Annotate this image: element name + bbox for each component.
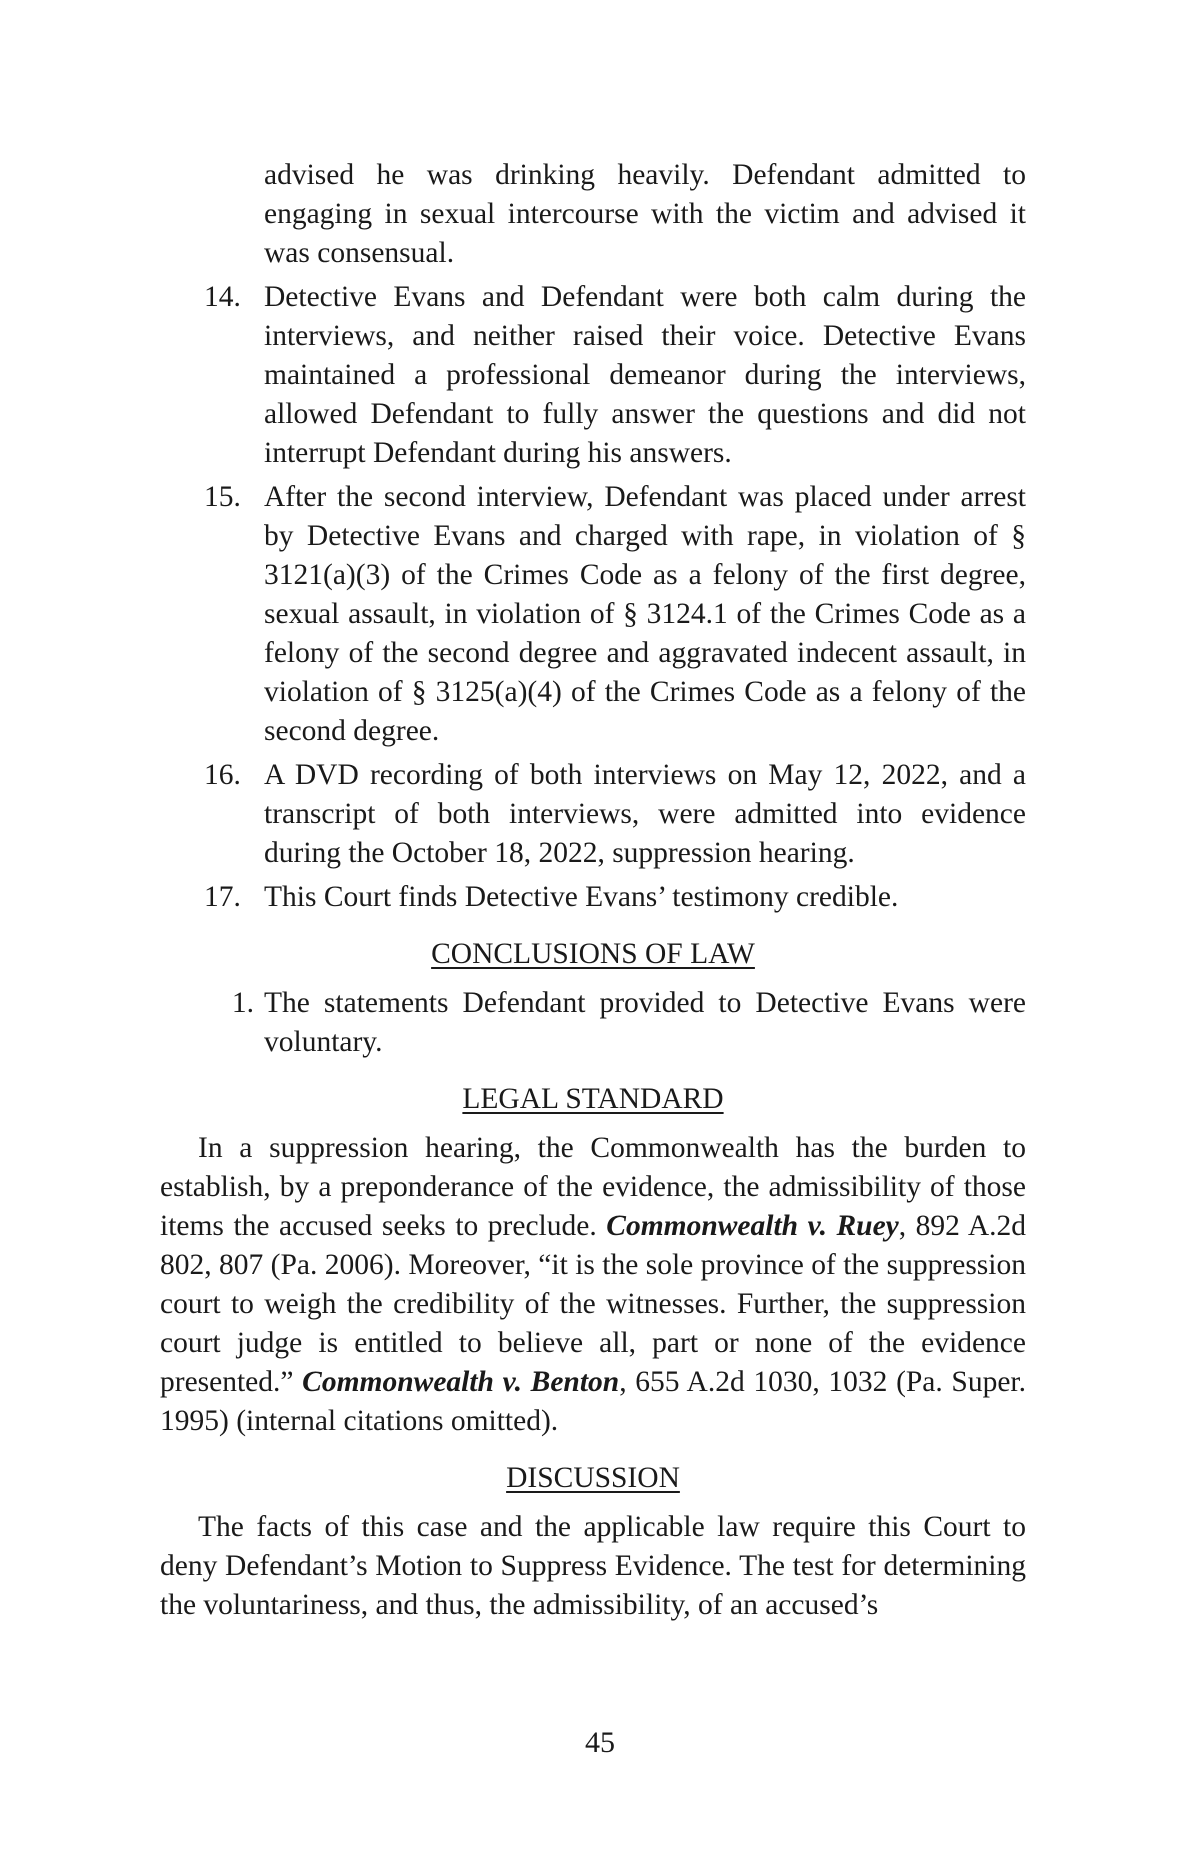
discussion-paragraph: The facts of this case and the applicable law require this Court to deny Defendant’s Motion to Suppress Evidence. The test for determining the voluntariness, and thus, the admissibility, of an accused’s bbox=[160, 1511, 1026, 1621]
finding-text: A DVD recording of both interviews on May 12, 2022, and a transcript of both interviews, were admitted into evidence during the October 18, 2022, suppression hearing. bbox=[264, 759, 1026, 869]
finding-13-continuation: advised he was drinking heavily. Defendant admitted to engaging in sexual intercourse with the victim and advised it was consensual. bbox=[264, 159, 1026, 269]
legal-standard-heading: LEGAL STANDARD bbox=[462, 1083, 724, 1115]
page-number: 45 bbox=[585, 1726, 615, 1759]
conclusions-of-law-heading: CONCLUSIONS OF LAW bbox=[431, 938, 755, 970]
finding-text: After the second interview, Defendant was placed under arrest by Detective Evans and charged with rape, in violation of § 3121(a)(3) of the Crimes Code as a felony of the first degree, sexual assault, in violation of § 3124.1 of the Crimes Code as a felony of the second degree and aggravated indecent assault, in violation of § 3125(a)(4) of the Crimes Code as a felony of the second degree. bbox=[264, 481, 1026, 747]
finding-14 bbox=[160, 278, 1026, 473]
conclusion-number: 1. bbox=[231, 987, 254, 1019]
finding-16 bbox=[160, 756, 1026, 873]
legal-standard-paragraph: In a suppression hearing, the Commonwealth has the burden to establish, by a preponderance of the evidence, the admissibility of those items the accused seeks to preclude. Commonwealth v. Ruey, 892 A.2d 802, 807 (Pa. 2006). Moreover, “it is the sole province of the suppression court to weigh the credibility of the witnesses. Further, the suppression court judge is entitled to believe all, part or none of the evidence presented.” Commonwealth v. Benton, 655 A.2d 1030, 1032 (Pa. Super. 1995) (internal citations omitted). bbox=[160, 1132, 1027, 1437]
finding-number: 15. bbox=[204, 481, 241, 513]
page-body bbox=[160, 156, 1026, 1625]
finding-number: 16. bbox=[204, 759, 241, 791]
finding-text: Detective Evans and Defendant were both calm during the interviews, and neither raised their voice. Detective Evans maintained a professional demeanor during the interviews, allowed Defendant to fully answer the questions and did not interrupt Defendant during his answers. bbox=[264, 281, 1026, 469]
finding-number: 14. bbox=[204, 281, 241, 313]
finding-text: This Court finds Detective Evans’ testimony credible. bbox=[264, 881, 899, 913]
conclusion-1 bbox=[160, 984, 1026, 1062]
finding-17 bbox=[160, 878, 1026, 917]
discussion-heading: DISCUSSION bbox=[506, 1462, 680, 1494]
finding-15 bbox=[160, 478, 1026, 751]
conclusion-text: The statements Defendant provided to Detective Evans were voluntary. bbox=[264, 987, 1026, 1058]
case-citation-ruey: Commonwealth v. Ruey bbox=[606, 1210, 899, 1242]
finding-number: 17. bbox=[204, 881, 241, 913]
case-citation-benton: Commonwealth v. Benton bbox=[302, 1366, 620, 1398]
